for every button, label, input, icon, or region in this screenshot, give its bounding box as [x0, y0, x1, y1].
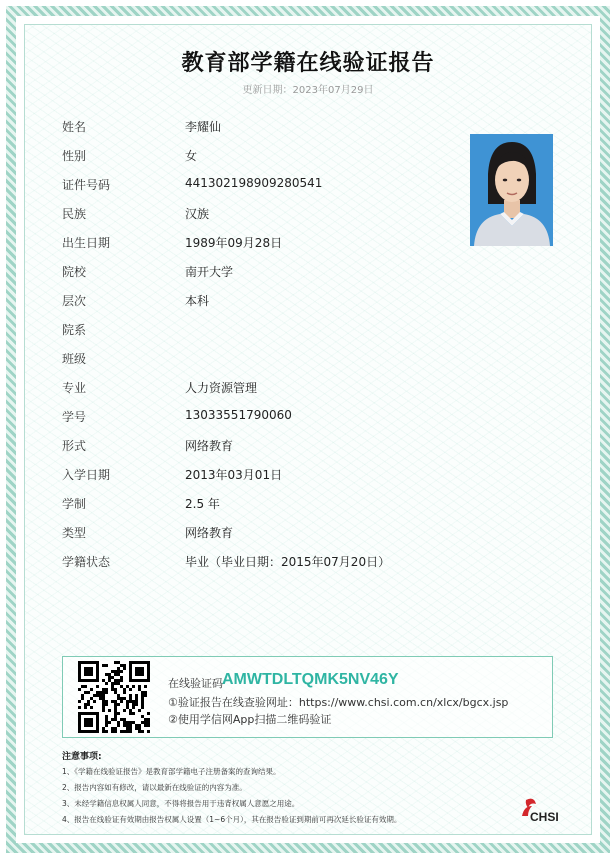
- field-value-gender: 女: [185, 149, 198, 163]
- field-label-name: 姓名: [62, 120, 87, 134]
- field-label-class: 班级: [62, 352, 87, 366]
- field-label-enrollment-date: 入学日期: [62, 468, 111, 482]
- field-value-duration: 2.5 年: [185, 497, 220, 511]
- verify-app-line: ②使用学信网App扫描二维码验证: [168, 713, 332, 726]
- field-value-ethnicity: 汉族: [185, 207, 210, 221]
- field-value-enrollment-date: 2013年03月01日: [185, 468, 283, 482]
- field-label-level: 层次: [62, 294, 87, 308]
- note-item: 4、报告在线验证有效期由报告权属人设置（1~6个月），其在报告验证到期前可再次延长验证有效期。: [62, 815, 402, 824]
- update-date: 更新日期：2023年07月29日: [242, 85, 374, 96]
- note-item: 3、未经学籍信息权属人同意，不得将报告用于违背权属人意愿之用途。: [62, 799, 300, 808]
- field-label-id-number: 证件号码: [62, 178, 111, 192]
- student-photo: [470, 134, 553, 246]
- field-value-id-number: 441302198909280541: [185, 176, 323, 190]
- field-value-level: 本科: [185, 294, 210, 308]
- field-value-type: 网络教育: [185, 526, 234, 540]
- field-label-major: 专业: [62, 381, 87, 395]
- chsi-logo: [516, 794, 568, 826]
- field-value-student-number: 13033551790060: [185, 408, 292, 422]
- field-value-birth-date: 1989年09月28日: [185, 236, 283, 250]
- field-value-name: 李耀仙: [185, 120, 222, 134]
- field-label-student-number: 学号: [62, 410, 87, 424]
- field-value-status: 毕业（毕业日期：2015年07月20日）: [185, 555, 391, 569]
- field-label-duration: 学制: [62, 497, 87, 511]
- field-label-status: 学籍状态: [62, 555, 111, 569]
- chsi-logo-text: CHSI: [530, 810, 559, 824]
- field-value-form: 网络教育: [185, 439, 234, 453]
- field-value-major: 人力资源管理: [185, 381, 258, 395]
- field-label-form: 形式: [62, 439, 87, 453]
- field-value-school: 南开大学: [185, 265, 234, 279]
- notes-title: 注意事项:: [62, 752, 102, 762]
- field-label-school: 院校: [62, 265, 87, 279]
- qr-code-graphic: [78, 661, 150, 733]
- field-label-birth-date: 出生日期: [62, 236, 111, 250]
- field-label-department: 院系: [62, 323, 87, 337]
- field-label-gender: 性别: [62, 149, 87, 163]
- field-label-type: 类型: [62, 526, 87, 540]
- verify-code: AMWTDLTQMK5NV46Y: [222, 671, 399, 688]
- field-label-ethnicity: 民族: [62, 207, 87, 221]
- note-item: 2、报告内容如有修改，请以最新在线验证的内容为准。: [62, 783, 247, 792]
- page-title: 教育部学籍在线验证报告: [181, 51, 435, 76]
- verify-code-label: 在线验证码: [168, 677, 223, 690]
- verify-url-line: ①验证报告在线查验网址：https://www.chsi.com.cn/xlcx/bgcx.jsp: [168, 696, 509, 709]
- qr-code[interactable]: [78, 661, 150, 733]
- note-item: 1、《学籍在线验证报告》是教育部学籍电子注册备案的查询结果。: [62, 767, 281, 776]
